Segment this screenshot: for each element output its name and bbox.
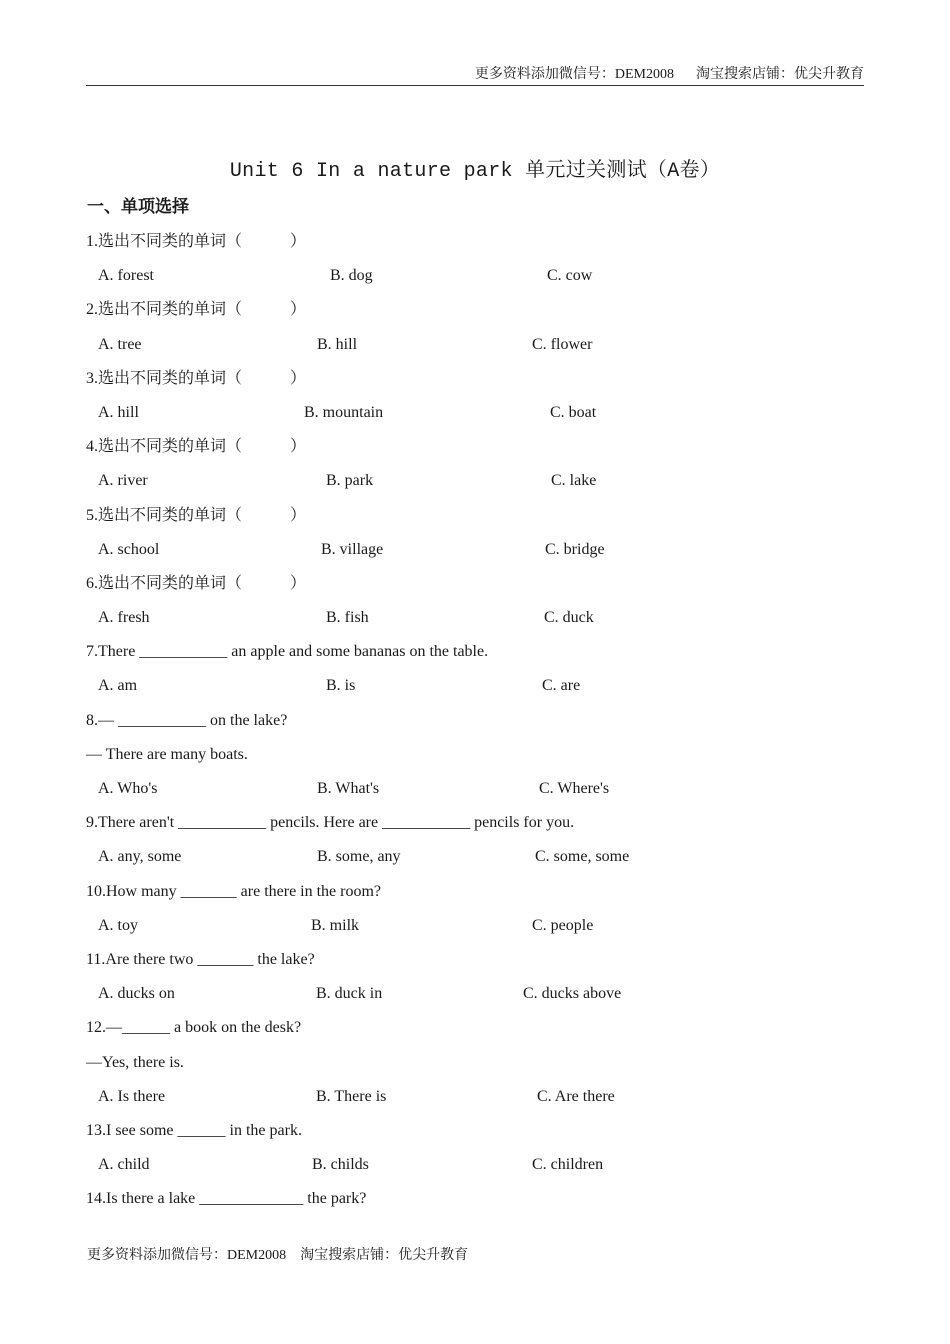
option-row (86, 1151, 866, 1185)
question-stem: 8.— ___________ on the lake? (86, 711, 288, 729)
question-stem: 11.Are there two _______ the lake? (86, 950, 315, 968)
footer-wechat: 更多资料添加微信号：DEM2008 (87, 1248, 287, 1263)
page-title: Unit 6 In a nature park 单元过关测试（A卷） (229, 160, 721, 183)
option-a: A. fresh (98, 609, 150, 627)
option-row (86, 843, 866, 877)
question-stem: 13.I see some ______ in the park. (86, 1121, 302, 1139)
option-b: B. What's (317, 780, 380, 797)
option-c: C. Are there (537, 1087, 615, 1105)
option-row (86, 980, 866, 1014)
option-row (86, 672, 866, 706)
question-stem: 9.There aren't ___________ pencils. Here are ___________ pencils for you. (86, 814, 575, 832)
option-b: B. dog (330, 267, 373, 285)
option-b: B. hill (317, 335, 358, 353)
option-row (86, 1083, 866, 1117)
option-a: A. Is there (98, 1087, 166, 1105)
option-a: A. Who's (98, 780, 158, 797)
option-a: A. toy (98, 916, 138, 934)
option-row (86, 912, 866, 946)
question-stem: 5.选出不同类的单词（ ） (86, 506, 307, 524)
question-reply: — There are many boats. (86, 745, 248, 763)
option-b: B. childs (312, 1156, 369, 1174)
option-row (86, 775, 866, 809)
question-stem: 7.There ___________ an apple and some bananas on the table. (86, 643, 489, 661)
option-c: C. boat (550, 403, 597, 421)
option-c: C. are (542, 677, 581, 695)
option-c: C. Where's (539, 780, 610, 797)
option-c: C. some, some (535, 848, 630, 866)
option-c: C. lake (551, 472, 597, 490)
question-stem: 6.选出不同类的单词（ ） (86, 574, 307, 592)
option-row (86, 331, 866, 365)
option-b: B. village (321, 540, 384, 558)
header-shop: 淘宝搜索店铺：优尖升教育 (696, 67, 864, 82)
option-a: A. school (98, 540, 160, 558)
option-a: A. child (98, 1156, 150, 1174)
section-heading: 一、单项选择 (87, 197, 189, 217)
option-c: C. cow (547, 267, 593, 285)
question-stem: 1.选出不同类的单词（ ） (86, 233, 307, 250)
header-divider (86, 85, 864, 86)
question-stem: 12.—______ a book on the desk? (86, 1019, 302, 1037)
option-c: C. children (532, 1156, 604, 1174)
question-stem: 10.How many _______ are there in the room? (86, 882, 382, 900)
option-a: A. hill (98, 403, 139, 421)
option-b: B. some, any (317, 848, 401, 866)
option-c: C. ducks above (523, 985, 622, 1003)
option-row (86, 262, 866, 296)
option-row (86, 536, 866, 570)
option-b: B. There is (316, 1087, 387, 1105)
option-row (86, 604, 866, 638)
question-stem: 2.选出不同类的单词（ ） (86, 301, 307, 319)
question-reply: —Yes, there is. (86, 1053, 184, 1071)
option-b: B. fish (326, 609, 369, 627)
option-c: C. bridge (545, 540, 605, 558)
option-b: B. duck in (316, 985, 383, 1003)
header-wechat: 更多资料添加微信号：DEM2008 (474, 67, 674, 82)
option-a: A. tree (98, 335, 142, 353)
option-a: A. am (98, 677, 138, 695)
option-a: A. river (98, 472, 148, 490)
option-c: C. duck (544, 609, 594, 627)
question-stem: 3.选出不同类的单词（ ） (86, 369, 307, 387)
option-a: A. forest (98, 267, 154, 285)
option-row (86, 467, 866, 501)
option-row (86, 399, 866, 433)
option-b: B. mountain (304, 403, 384, 421)
question-stem: 4.选出不同类的单词（ ） (86, 438, 307, 456)
footer-shop: 淘宝搜索店铺：优尖升教育 (300, 1248, 469, 1263)
option-a: A. any, some (98, 848, 182, 866)
question-list (86, 228, 866, 1219)
page-footer (87, 1246, 468, 1266)
option-b: B. milk (311, 916, 360, 934)
option-b: B. park (326, 472, 374, 490)
option-b: B. is (326, 677, 356, 695)
option-c: C. people (532, 916, 594, 934)
option-a: A. ducks on (98, 985, 175, 1003)
option-c: C. flower (532, 335, 593, 353)
question-stem: 14.Is there a lake _____________ the park? (86, 1190, 367, 1208)
page-header (86, 66, 864, 84)
